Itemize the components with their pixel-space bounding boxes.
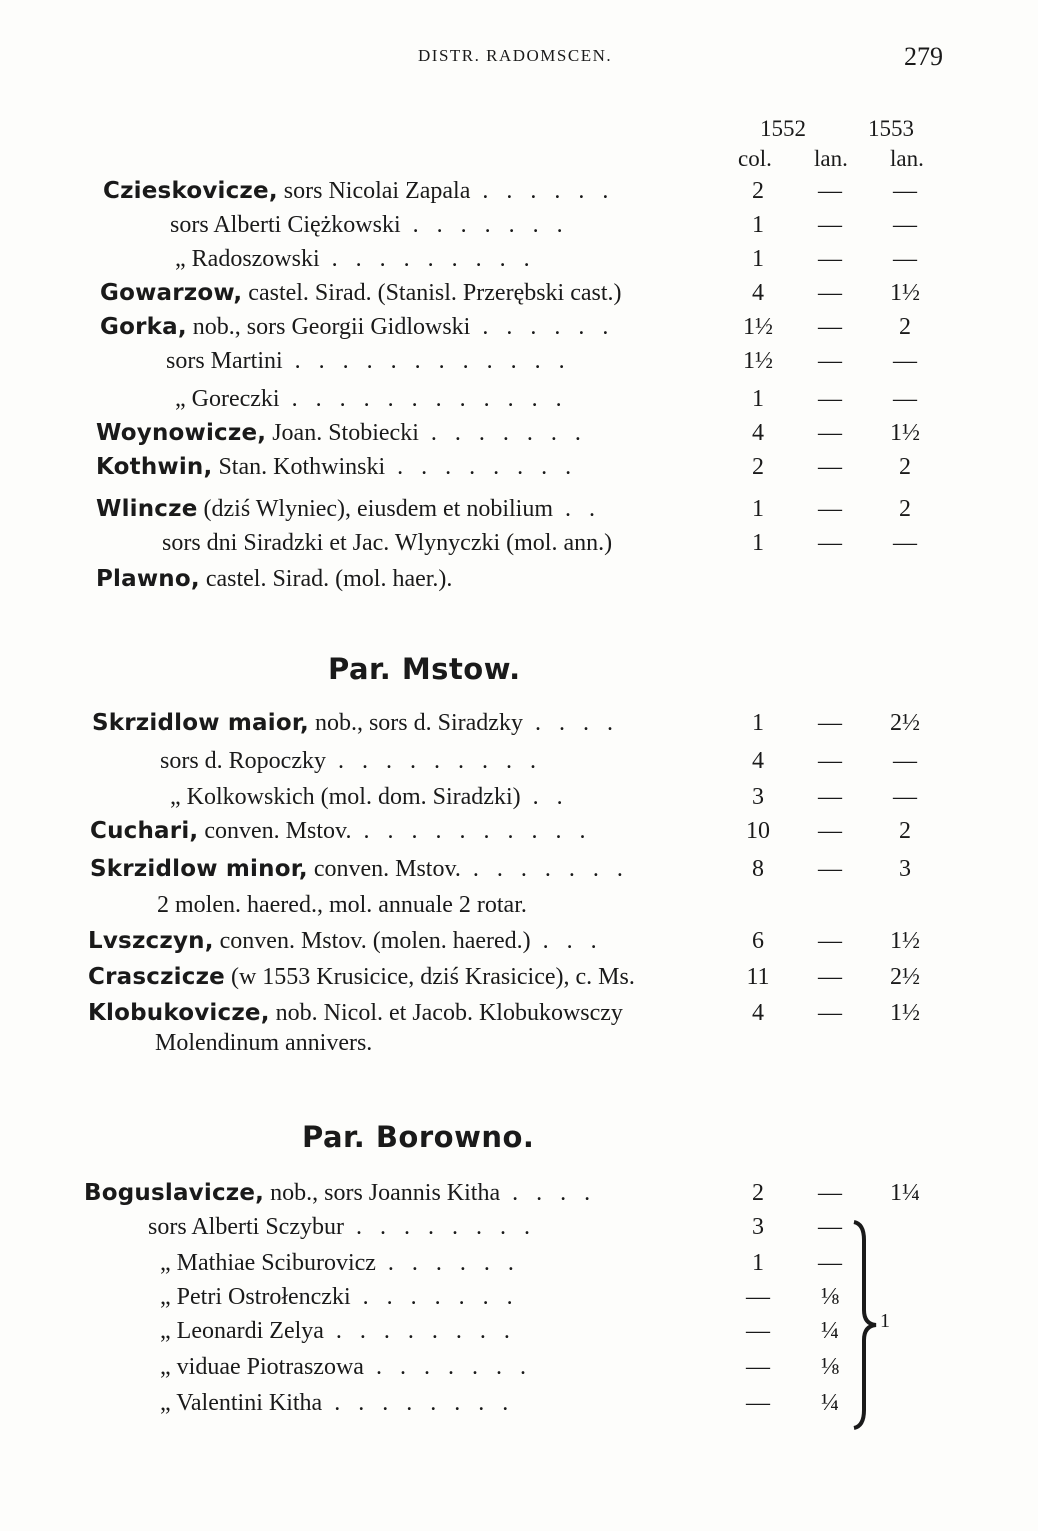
entry-name — [96, 496, 601, 523]
entry-row — [0, 964, 1038, 998]
year-1552-heading: 1552 — [760, 116, 806, 141]
entry-name — [92, 710, 619, 737]
entry-row — [0, 348, 1038, 382]
entry-name — [160, 1390, 514, 1417]
entry-name — [170, 784, 569, 811]
lan-1552-value: — — [818, 212, 842, 238]
col-value: 1 — [752, 530, 764, 556]
col-value: 1 — [752, 1250, 764, 1276]
entry-name — [170, 212, 569, 239]
leader-dots: . . — [520, 784, 569, 810]
leader-dots: . . . . . . . — [350, 1284, 519, 1310]
entry-description: sors Nicolai Zapala — [277, 178, 471, 204]
lan-1552-value: ¼ — [821, 1318, 839, 1344]
entry-name — [166, 348, 571, 375]
col-value: 4 — [752, 1000, 764, 1026]
lan-1553-value: 1½ — [890, 280, 920, 306]
lan-1553-value: 1¼ — [890, 1180, 920, 1206]
lan-1553-value: — — [893, 784, 917, 810]
entry-name — [160, 748, 542, 775]
entry-row — [0, 818, 1038, 852]
entry-description: sors Martini — [166, 348, 283, 374]
lan-1552-value: — — [818, 246, 842, 272]
lan-1552-value: — — [818, 454, 842, 480]
lan-1553-value: 2½ — [890, 964, 920, 990]
place-name: Plawno, — [96, 566, 200, 592]
lan-1552-value: — — [818, 1250, 842, 1276]
place-name: Czieskovicze, — [103, 178, 278, 204]
lan-1553-value: 2½ — [890, 710, 920, 736]
entry-description: Joan. Stobiecki — [266, 420, 419, 446]
lan-1553-value: — — [893, 348, 917, 374]
col-value: — — [746, 1284, 770, 1310]
entry-description: 2 molen. haered., mol. annuale 2 rotar. — [157, 892, 527, 918]
lan-1552-value: — — [818, 280, 842, 306]
entry-description: conven. Mstov. (molen. haered.) — [213, 928, 531, 954]
lan-1552-value: ¼ — [821, 1390, 839, 1416]
entry-row — [0, 784, 1038, 818]
entry-name — [103, 178, 614, 205]
entry-name — [90, 856, 629, 883]
place-name: Gowarzow, — [100, 280, 243, 306]
lan-1552-value: — — [818, 420, 842, 446]
lan-1553-value: 1½ — [890, 928, 920, 954]
entry-row — [0, 1030, 1038, 1064]
entry-name — [84, 1180, 596, 1207]
page-header — [0, 42, 1038, 76]
entry-description: „ Radoszowski — [175, 246, 320, 272]
col-value: 3 — [752, 1214, 764, 1240]
entry-name — [148, 1214, 536, 1241]
leader-dots: . . — [553, 496, 602, 522]
lan-1552-value: — — [818, 710, 842, 736]
entry-description: sors Alberti Ciężkowski — [170, 212, 401, 238]
entry-description: castel. Sirad. (Stanisl. Przerębski cast.) — [242, 280, 622, 306]
lan-1553-value: 2 — [899, 818, 911, 844]
col-value: — — [746, 1390, 770, 1416]
entry-name — [100, 314, 614, 341]
entry-name — [96, 454, 577, 481]
year-1553-heading: 1553 — [868, 116, 914, 141]
col-value: 11 — [746, 964, 770, 990]
entry-description: nob., sors d. Siradzky — [308, 710, 523, 736]
lan-1552-value: — — [818, 1214, 842, 1240]
lan-1552-value: — — [818, 964, 842, 990]
lan-1552-value: — — [818, 928, 842, 954]
col-value: 10 — [746, 818, 770, 844]
entry-description: sors Alberti Sczybur — [148, 1214, 344, 1240]
lan-1553-value: — — [893, 178, 917, 204]
place-name: Wlincze — [96, 496, 198, 522]
col-value: 4 — [752, 748, 764, 774]
lan-1553-value: 1½ — [890, 420, 920, 446]
entry-name — [96, 420, 587, 447]
leader-dots: . . . . . . — [470, 314, 615, 340]
entry-name — [175, 386, 568, 413]
entry-name — [175, 246, 536, 273]
leader-dots: . . . . . . . . . . — [351, 818, 592, 844]
lan-1552-value: — — [818, 530, 842, 556]
entry-row — [0, 280, 1038, 314]
lan-1552-value: — — [818, 386, 842, 412]
entry-description: (w 1553 Krusicice, dziś Krasicice), c. Ms. — [224, 964, 635, 990]
section-title-mstow: Par. Mstow. — [328, 652, 521, 686]
lan-1552-value: — — [818, 856, 842, 882]
col-value: 2 — [752, 1180, 764, 1206]
lan-1553-value: 3 — [899, 856, 911, 882]
leader-dots: . . . . . . . . . — [325, 748, 542, 774]
entry-description: nob. Nicol. et Jacob. Klobukowsczy — [269, 1000, 623, 1026]
entry-description: sors d. Ropoczky — [160, 748, 326, 774]
lan-1552-value: — — [818, 348, 842, 374]
col-value: 1 — [752, 246, 764, 272]
col-value: 1 — [752, 212, 764, 238]
entry-name — [100, 280, 622, 307]
col-value: 8 — [752, 856, 764, 882]
lan-1552-value: — — [818, 178, 842, 204]
col-value: — — [746, 1354, 770, 1380]
leader-dots: . . . . . . . . — [323, 1318, 516, 1344]
lan-1553-value: 1½ — [890, 1000, 920, 1026]
lan-1553-value: — — [893, 212, 917, 238]
entry-row — [0, 246, 1038, 280]
lan-1552-heading: lan. — [814, 146, 848, 171]
lan-1552-value: ⅛ — [821, 1284, 839, 1310]
leader-dots: . . . . — [500, 1180, 597, 1206]
lan-1553-value: — — [893, 530, 917, 556]
col-value: 2 — [752, 454, 764, 480]
entry-name — [157, 892, 527, 919]
entry-description: conven. Mstov. — [198, 818, 352, 844]
leader-dots: . . . . . . . . — [322, 1390, 515, 1416]
place-name: Crasczicze — [88, 964, 225, 990]
lan-1552-value: — — [818, 314, 842, 340]
entry-description: nob., sors Joannis Kitha — [264, 1180, 501, 1206]
entry-row — [0, 212, 1038, 246]
bracket-value: 1 — [880, 1310, 890, 1332]
entry-name — [160, 1318, 516, 1345]
col-value: 6 — [752, 928, 764, 954]
entry-row — [0, 420, 1038, 454]
lan-1553-value: — — [893, 246, 917, 272]
leader-dots: . . . . . . . . . . . . — [282, 348, 571, 374]
place-name: Woynowicze, — [96, 420, 267, 446]
lan-1552-value: — — [818, 1000, 842, 1026]
entry-name — [162, 530, 612, 557]
leader-dots: . . . — [530, 928, 603, 954]
entry-row — [0, 496, 1038, 530]
col-heading: col. — [738, 146, 772, 171]
entry-name — [88, 1000, 623, 1027]
leader-dots: . . . . . . . — [460, 856, 629, 882]
lan-1553-value: — — [893, 386, 917, 412]
lan-1552-value: — — [818, 496, 842, 522]
col-value: 4 — [752, 420, 764, 446]
col-value: — — [746, 1318, 770, 1344]
entry-description: „ Kolkowskich (mol. dom. Siradzki) — [170, 784, 521, 810]
entry-row — [0, 748, 1038, 782]
leader-dots: . . . . . . . . — [385, 454, 578, 480]
col-value: 1 — [752, 710, 764, 736]
section-title-borowno: Par. Borowno. — [302, 1120, 535, 1154]
entry-description: nob., sors Georgii Gidlowski — [186, 314, 471, 340]
entry-name — [88, 964, 635, 991]
lan-1552-value: — — [818, 1180, 842, 1206]
place-name: Boguslavicze, — [84, 1180, 265, 1206]
leader-dots: . . . . . . . . . . . . — [279, 386, 568, 412]
leader-dots: . . . . . . . . . — [319, 246, 536, 272]
col-value: 2 — [752, 178, 764, 204]
entry-description: „ Goreczki — [175, 386, 280, 412]
entry-row — [0, 1180, 1038, 1214]
entry-name — [96, 566, 452, 593]
place-name: Skrzidlow minor, — [90, 856, 308, 882]
entry-row — [0, 710, 1038, 744]
lan-1553-value: 2 — [899, 454, 911, 480]
lan-1552-value: ⅛ — [821, 1354, 839, 1380]
entry-row — [0, 1000, 1038, 1034]
entry-row — [0, 530, 1038, 564]
place-name: Lvszczyn, — [88, 928, 214, 954]
entry-name — [160, 1250, 520, 1277]
entry-description: Stan. Kothwinski — [212, 454, 386, 480]
entry-description: sors dni Siradzki et Jac. Wlynyczki (mol. ann.) — [162, 530, 613, 556]
col-value: 1 — [752, 496, 764, 522]
entry-name — [88, 928, 603, 955]
col-value: 1 — [752, 386, 764, 412]
place-name: Skrzidlow maior, — [92, 710, 309, 736]
leader-dots: . . . . . . . — [400, 212, 569, 238]
entry-description: conven. Mstov. — [307, 856, 461, 882]
lan-1552-value: — — [818, 748, 842, 774]
entry-row — [0, 928, 1038, 962]
entry-description: castel. Sirad. (mol. haer.). — [199, 566, 453, 592]
entry-name — [155, 1030, 372, 1057]
entry-description: „ Valentini Kitha — [160, 1390, 323, 1416]
place-name: Cuchari, — [90, 818, 199, 844]
entry-row — [0, 386, 1038, 420]
entry-description: „ Leonardi Zelya — [160, 1318, 324, 1344]
place-name: Klobukovicze, — [88, 1000, 270, 1026]
leader-dots: . . . . . . . — [418, 420, 587, 446]
place-name: Kothwin, — [96, 454, 213, 480]
col-value: 1½ — [743, 348, 773, 374]
entry-description: Molendinum annivers. — [155, 1030, 373, 1056]
entry-row — [0, 178, 1038, 212]
col-value: 1½ — [743, 314, 773, 340]
entry-description: (dziś Wlyniec), eiusdem et nobilium — [197, 496, 554, 522]
entry-description: „ viduae Piotraszowa — [160, 1354, 364, 1380]
leader-dots: . . . . . . . . — [343, 1214, 536, 1240]
entry-name — [160, 1354, 532, 1381]
entry-row — [0, 454, 1038, 488]
entry-row — [0, 314, 1038, 348]
col-value: 3 — [752, 784, 764, 810]
lan-1553-value: — — [893, 748, 917, 774]
entry-description: „ Mathiae Sciburovicz — [160, 1250, 376, 1276]
leader-dots: . . . . . . . — [363, 1354, 532, 1380]
col-value: 4 — [752, 280, 764, 306]
page-number: 279 — [904, 42, 943, 71]
lan-1552-value: — — [818, 818, 842, 844]
place-name: Gorka, — [100, 314, 187, 340]
entry-row — [0, 566, 1038, 600]
lan-1553-value: 2 — [899, 496, 911, 522]
leader-dots: . . . . . . — [375, 1250, 520, 1276]
entry-row — [0, 856, 1038, 890]
entry-name — [160, 1284, 519, 1311]
lan-1553-heading: lan. — [890, 146, 924, 171]
entry-name — [90, 818, 591, 845]
lan-1552-value: — — [818, 784, 842, 810]
lan-1553-value: 2 — [899, 314, 911, 340]
leader-dots: . . . . . . — [470, 178, 615, 204]
running-title: DISTR. RADOMSCEN. — [418, 46, 613, 65]
entry-row — [0, 892, 1038, 926]
leader-dots: . . . . — [522, 710, 619, 736]
entry-description: „ Petri Ostrołenczki — [160, 1284, 351, 1310]
